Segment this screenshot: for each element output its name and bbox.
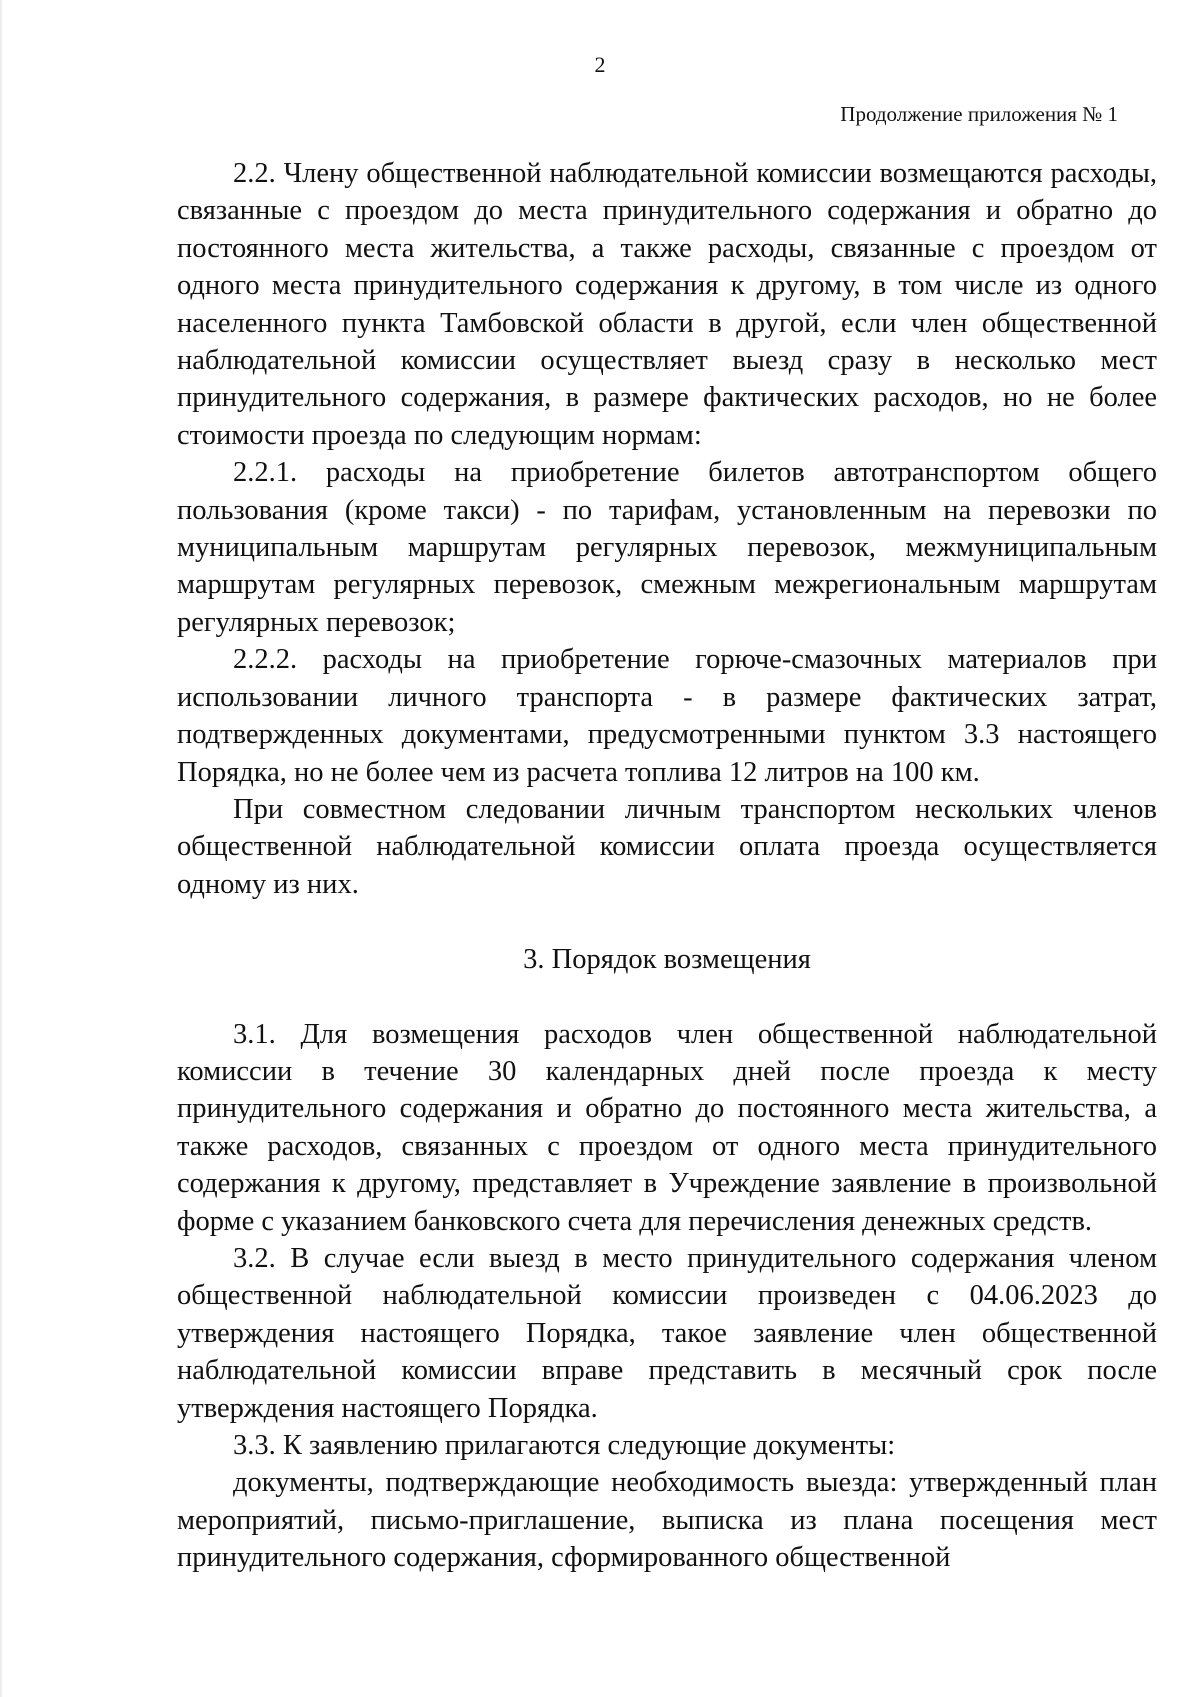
scan-edge [0,0,3,1697]
paragraph-documents: документы, подтверждающие необходимость выезда: утвержденный план мероприятий, письмо-приглашение, выписка из плана посещения мест принудительного содержания, сформированного общественной [177,1467,1157,1574]
paragraph-3-1: 3.1. Для возмещения расходов член общественной наблюдательной комиссии в течение 30 календарных дней после проезда к месту принудительного содержания и обратно до постоянного места жительства, а также расходов, связанных с проездом от одного места принудительного содержания к другому, представляет в Учреждение заявление в произвольной форме с указанием банковского счета для перечисления денежных средств. [177,1018,1157,1237]
paragraph-joint-travel: При совместном следовании личным транспортом нескольких членов общественной наблюдательной комиссии оплата проезда осуществляется одному из них. [177,793,1157,900]
paragraph-3-3: 3.3. К заявлению прилагаются следующие документы: [233,1430,896,1461]
section-heading: 3. Порядок возмещения [523,944,811,976]
paragraph-3-2: 3.2. В случае если выезд в место принудительного содержания членом общественной наблюдательной комиссии произведен с 04.06.2023 до утверждения настоящего Порядка, такое заявление член общественной наблюдательной комиссии вправе представить в месячный срок после утверждения настоящего Порядка. [177,1242,1157,1424]
paragraph-2-2-1: 2.2.1. расходы на приобретение билетов автотранспортом общего пользования (кроме такси) - по тарифам, установленным на перевозки по муниципальным маршрутам регулярных перевозок, межмуниципальным маршрутам регулярных перевозок, смежным межрегиональным маршрутам регулярных перевозок; [177,457,1157,638]
page-number: 2 [594,52,606,77]
paragraph-2-2: 2.2. Члену общественной наблюдательной комиссии возмещаются расходы, связанные с проездом до места принудительного содержания и обратно до постоянного места жительства, а также расходы, связанные с проездом от одного места принудительного содержания к другому, в том числе из одного населенного пункта Тамбовской области в другой, если член общественной наблюдательной комиссии осуществляет выезд сразу в несколько мест принудительного содержания, в размере фактических расходов, но не более стоимости проезда по следующим нормам: [177,158,1157,451]
paragraph-2-2-2: 2.2.2. расходы на приобретение горюче-смазочных материалов при использовании личного транспорта - в размере фактических затрат, подтвержденных документами, предусмотренными пунктом 3.3 настоящего Порядка, но не более чем из расчета топлива 12 литров на 100 км. [177,644,1157,788]
document-body [177,155,1157,1577]
continuation-label: Продолжение приложения № 1 [840,102,1118,126]
